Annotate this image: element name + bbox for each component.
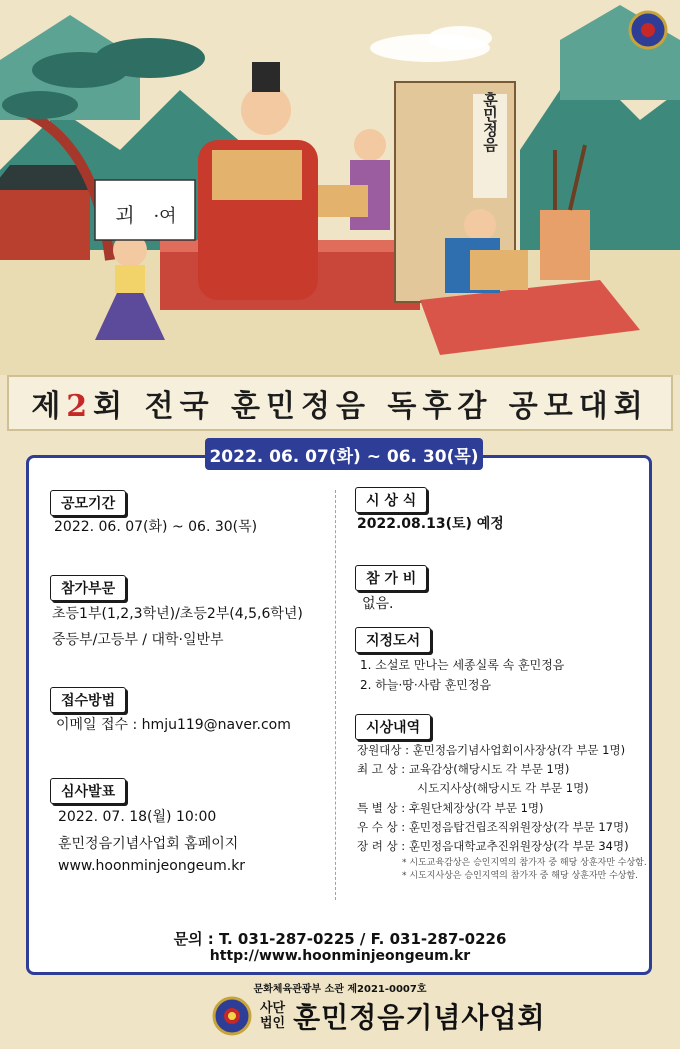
division-line-2: 중등부/고등부 / 대학·일반부 [52,632,224,648]
announce-line-2: 훈민정음기념사업회 홈페이지 [58,836,239,852]
announce-line-3: www.hoonminjeongeum.kr [58,858,246,874]
award-row [357,819,629,835]
division-line-1: 초등1부(1,2,3학년)/초등2부(4,5,6학년) [52,606,303,622]
org-type-line-2: 법인 [260,1016,286,1031]
division-label: 참가부문 [50,575,126,601]
announce-line-1: 2022. 07. 18(월) 10:00 [58,809,217,825]
ceremony-value: 2022.08.13(토) 예정 [357,516,504,532]
announce-label: 심사발표 [50,778,126,804]
title-prefix: 제 [31,389,67,424]
award-desc: 교육감상(해당시도 각 부문 1명) [408,762,570,776]
book-item-1: 1. 소설로 만나는 세종실록 속 훈민정음 [360,658,565,672]
award-desc: 시도지사상(해당시도 각 부문 1명) [417,781,589,795]
ceremony-label: 시 상 식 [355,487,427,513]
hero-illustration [0,0,680,375]
org-name: 훈민정음기념사업회 [293,1001,546,1034]
board-text-1: 괴 [115,203,135,227]
award-name: 장원대상 : [357,743,413,757]
award-desc: 훈민정음탑건립조직위원장상(각 부문 17명) [408,820,629,834]
column-divider [335,490,337,900]
award-row [357,761,569,777]
award-row [357,838,629,854]
title-text: 회 전국 훈민정음 독후감 공모대회 [93,389,649,424]
award-row [357,742,625,758]
date-banner: 2022. 06. 07(화) ~ 06. 30(목) [205,438,483,470]
award-name: 우 수 상 : [357,820,409,834]
period-label: 공모기간 [50,490,126,516]
contact-phone-fax: 문의 : T. 031-287-0225 / F. 031-287-0226 [173,930,507,948]
award-name: 최 고 상 : [357,762,409,776]
fee-value: 없음. [362,596,394,612]
main-title [0,378,680,428]
award-note-1: * 시도교육감상은 승인지역의 참가자 중 해당 상훈자만 수상함. [402,858,647,868]
title-box [7,375,672,431]
submission-value: 이메일 접수 : hmju119@naver.com [56,717,291,733]
award-name: 장 려 상 : [357,839,409,853]
award-row [357,800,544,816]
award-row [417,780,589,796]
award-desc: 훈민정음대학교추진위원장상(각 부문 34명) [408,839,629,853]
award-desc: 후원단체장상(각 부문 1명) [408,801,544,815]
fee-label: 참 가 비 [355,565,427,591]
footer-org [212,992,546,1040]
book-label: 훈민정음 [481,92,499,152]
title-number: 2 [66,389,94,424]
books-label: 지정도서 [355,627,431,653]
org-type [260,1001,285,1031]
contact-website: http://www.hoonminjeongeum.kr [209,948,471,964]
org-emblem-icon [212,996,252,1036]
board-text-2: ·여 [153,206,177,227]
book-item-2: 2. 하늘·땅·사람 훈민정음 [360,678,492,692]
awards-label: 시상내역 [355,714,431,740]
period-value: 2022. 06. 07(화) ~ 06. 30(목) [54,519,258,535]
footer-approval: 문화체육관광부 소관 제2021-0007호 [253,984,427,995]
award-desc: 훈민정음기념사업회이사장상(각 부문 1명) [412,743,626,757]
award-note-2: * 시도지사상은 승인지역의 참가자 중 해당 상훈자만 수상함. [402,871,639,881]
submission-label: 접수방법 [50,687,126,713]
award-name: 특 별 상 : [357,801,409,815]
org-type-line-1: 사단 [260,1001,286,1016]
